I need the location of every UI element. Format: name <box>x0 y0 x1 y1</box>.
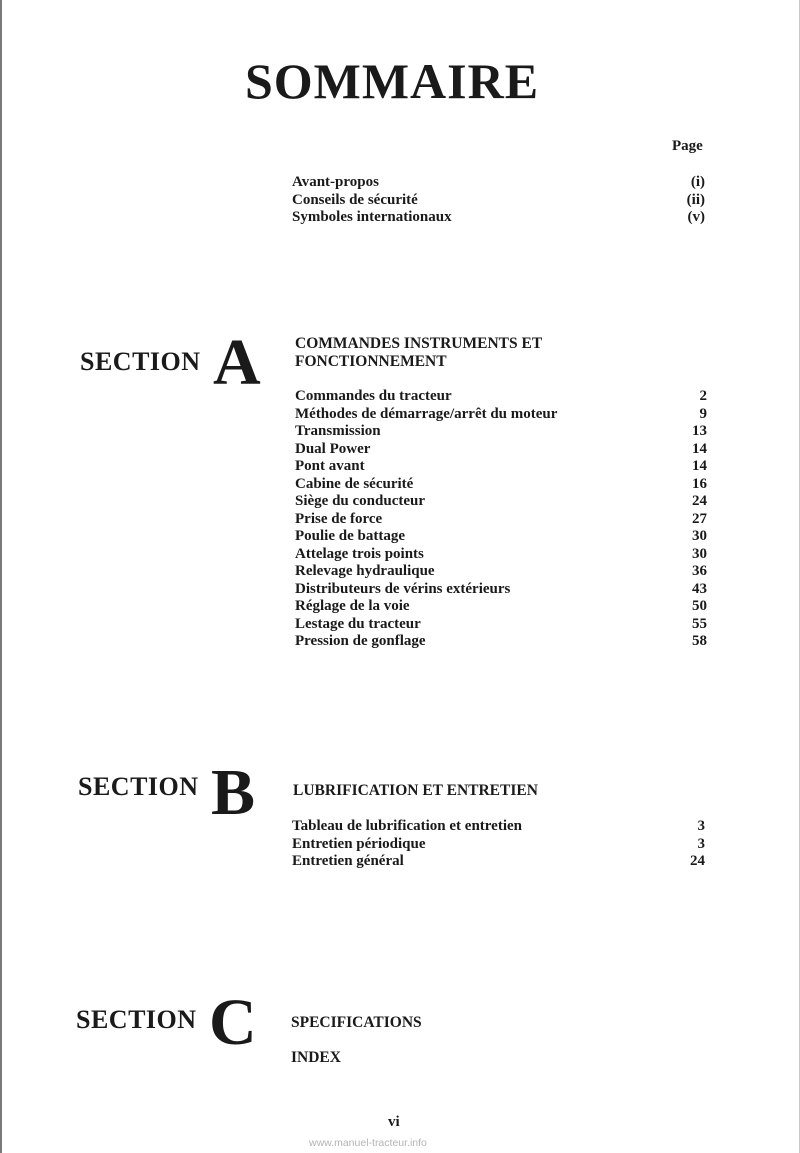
toc-entry <box>292 853 705 871</box>
toc-entry-label: Pression de gonflage <box>295 633 426 649</box>
section-b-letter: B <box>211 756 256 829</box>
toc-entry-page: 2 <box>699 388 707 404</box>
watermark: www.manuel-tracteur.info <box>309 1137 427 1149</box>
toc-entry-page: 3 <box>697 818 705 834</box>
page-column-header: Page <box>672 138 703 154</box>
toc-entry-page: 24 <box>690 853 705 869</box>
toc-entry-page: (i) <box>690 174 705 190</box>
toc-entry-label: Poulie de battage <box>295 528 405 544</box>
section-a-list <box>295 388 707 651</box>
toc-entry-label: Commandes du tracteur <box>295 388 452 404</box>
section-b-heading <box>293 782 538 800</box>
toc-entry-page: 9 <box>699 405 707 422</box>
toc-entry-label: Conseils de sécurité <box>292 191 418 208</box>
toc-entry <box>295 616 707 634</box>
section-a-label: SECTION <box>80 347 201 376</box>
toc-entry <box>295 423 707 441</box>
toc-entry <box>295 598 707 616</box>
toc-entry-page: 36 <box>692 563 707 579</box>
toc-entry-label: Pont avant <box>295 458 365 474</box>
toc-entry-page: 58 <box>692 633 707 649</box>
toc-entry-label: Lestage du tracteur <box>295 615 421 632</box>
toc-entry-page: 16 <box>692 475 707 492</box>
toc-entry <box>292 192 705 210</box>
toc-entry-label: Relevage hydraulique <box>295 563 435 579</box>
toc-entry <box>295 511 707 529</box>
toc-entry-page: 30 <box>692 528 707 544</box>
toc-entry <box>295 633 707 651</box>
toc-entry-label: Dual Power <box>295 440 371 457</box>
toc-entry-label: Avant-propos <box>292 174 379 190</box>
section-a-heading <box>295 335 542 371</box>
toc-entry <box>295 581 707 599</box>
toc-entry-label: Réglage de la voie <box>295 598 410 614</box>
toc-entry-page: 24 <box>692 493 707 509</box>
toc-entry <box>292 174 705 192</box>
section-a-letter: A <box>213 326 261 399</box>
toc-entry-label: Prise de force <box>295 510 383 527</box>
section-c-heading <box>291 1014 422 1032</box>
toc-entry-label: Méthodes de démarrage/arrêt du moteur <box>295 405 558 422</box>
toc-entry-page: 30 <box>692 545 707 562</box>
toc-entry-label: Distributeurs de vérins extérieurs <box>295 580 511 597</box>
toc-entry-page: (v) <box>687 209 705 225</box>
section-c-heading-line: INDEX <box>291 1049 341 1066</box>
toc-entry <box>295 441 707 459</box>
toc-entry <box>295 546 707 564</box>
section-c-heading-line: SPECIFICATIONS <box>291 1014 422 1031</box>
toc-entry <box>292 836 705 854</box>
section-a-heading-line: COMMANDES INSTRUMENTS ET <box>295 335 543 352</box>
intro-list <box>292 174 705 227</box>
page-number: vi <box>388 1114 400 1130</box>
section-a-heading-line: FONCTIONNEMENT <box>295 353 447 370</box>
toc-entry-label: Transmission <box>295 423 381 439</box>
toc-entry <box>292 818 705 836</box>
toc-entry-label: Cabine de sécurité <box>295 475 414 492</box>
toc-entry-page: (ii) <box>686 191 705 208</box>
toc-entry <box>295 563 707 581</box>
section-b-label: SECTION <box>78 772 199 801</box>
toc-entry-page: 14 <box>692 458 707 474</box>
section-c-index <box>291 1049 341 1067</box>
toc-entry <box>295 493 707 511</box>
section-c-letter: C <box>209 986 257 1059</box>
toc-entry-page: 43 <box>692 580 707 597</box>
toc-entry <box>295 406 707 424</box>
toc-entry-page: 13 <box>692 423 707 439</box>
toc-entry-label: Entretien périodique <box>292 835 426 852</box>
toc-entry-page: 27 <box>692 510 707 527</box>
section-c-label: SECTION <box>76 1005 197 1034</box>
toc-entry-label: Tableau de lubrification et entretien <box>292 818 522 834</box>
toc-entry <box>295 528 707 546</box>
page-title: SOMMAIRE <box>244 53 540 109</box>
toc-entry <box>292 209 705 227</box>
toc-entry-label: Attelage trois points <box>295 545 424 562</box>
toc-entry-label: Siège du conducteur <box>295 493 426 509</box>
toc-entry-page: 3 <box>697 835 705 852</box>
toc-entry <box>295 458 707 476</box>
section-b-heading-line: LUBRIFICATION ET ENTRETIEN <box>293 782 538 799</box>
toc-entry-label: Symboles internationaux <box>292 209 452 225</box>
toc-entry <box>295 476 707 494</box>
toc-entry <box>295 388 707 406</box>
toc-entry-page: 14 <box>692 440 707 457</box>
toc-entry-label: Entretien général <box>292 853 404 869</box>
scan-left-edge <box>0 0 2 1153</box>
toc-entry-page: 50 <box>692 598 707 614</box>
section-b-list <box>292 818 705 871</box>
toc-entry-page: 55 <box>692 615 707 632</box>
